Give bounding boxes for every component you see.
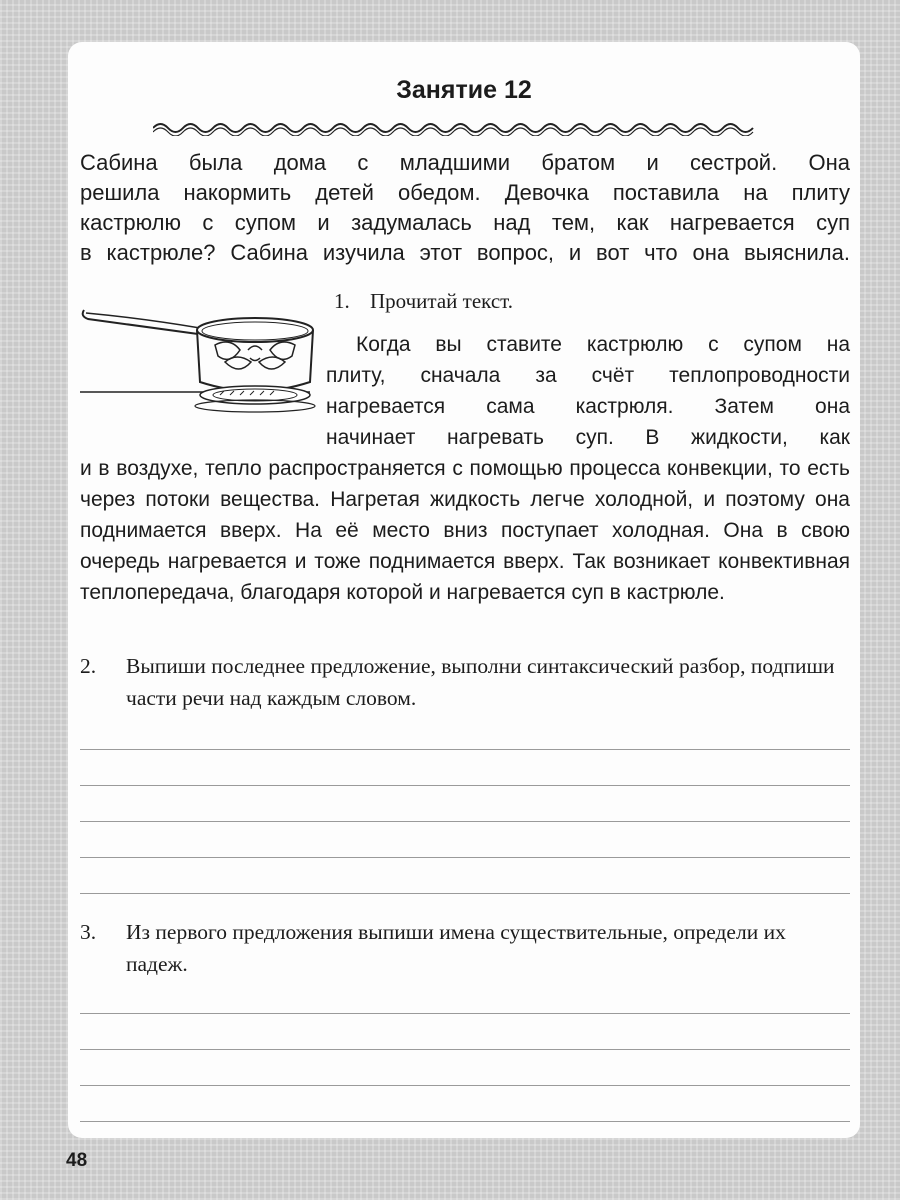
answer-line[interactable] — [80, 1050, 850, 1086]
worksheet-page — [68, 42, 860, 1138]
reading-line: плиту, сначала за счёт теплопроводности — [326, 364, 850, 387]
answer-line[interactable] — [80, 978, 850, 1014]
answer-lines-task-3[interactable] — [80, 978, 850, 1122]
answer-line[interactable] — [80, 786, 850, 822]
intro-paragraph — [80, 148, 850, 238]
intro-line: решила накормить детей обедом. Девочка поставила на плиту — [80, 180, 850, 205]
task-number: 3. — [80, 920, 97, 944]
answer-line[interactable] — [80, 1086, 850, 1122]
reading-text-bottom: и в воздухе, тепло распространяется с помощью процесса конвекции, то есть через потоки вещества. Нагретая жидкость легче холодной, и поэтому она поднимается вверх. На её место вниз поступает холодная. Она в свою очередь нагревается и тоже поднимается вверх. Так возникает конвективная теплопередача, благодаря которой и нагревается суп в кастрюле. — [80, 457, 850, 604]
task-number: 1. — [334, 289, 350, 313]
intro-line: в кастрюле? Сабина изучила этот вопрос, и вот что она выяснила. — [80, 240, 850, 265]
answer-line[interactable] — [80, 822, 850, 858]
task-3 — [80, 916, 850, 980]
reading-line: нагревается сама кастрюля. Затем она — [326, 395, 850, 418]
task-3-text: Из первого предложения выпиши имена существительные, определи их падеж. — [126, 920, 786, 976]
reading-line: Когда вы ставите кастрюлю с супом на — [356, 333, 850, 356]
answer-line[interactable] — [80, 858, 850, 894]
answer-line[interactable] — [80, 750, 850, 786]
saucepan-on-stove-illustration — [80, 300, 320, 420]
intro-line: Сабина была дома с младшими братом и сестрой. Она — [80, 150, 850, 175]
reading-text-top — [326, 329, 850, 453]
reading-line: начинает нагревать суп. В жидкости, как — [326, 426, 850, 449]
task-1-prompt: Прочитай текст. — [370, 289, 514, 313]
task-number: 2. — [80, 654, 97, 678]
answer-line[interactable] — [80, 1014, 850, 1050]
intro-line: кастрюлю с супом и задумалась над тем, как нагревается суп — [80, 210, 850, 235]
task-2 — [80, 650, 850, 714]
lesson-title: Занятие 12 — [396, 76, 532, 104]
page-number: 48 — [66, 1150, 88, 1171]
answer-line[interactable] — [80, 714, 850, 750]
answer-lines-task-2[interactable] — [80, 714, 850, 894]
wave-divider — [153, 120, 763, 136]
task-1-header — [334, 289, 513, 314]
task-2-text: Выпиши последнее предложение, выполни синтаксический разбор, подпиши части речи над каждым словом. — [126, 654, 835, 710]
